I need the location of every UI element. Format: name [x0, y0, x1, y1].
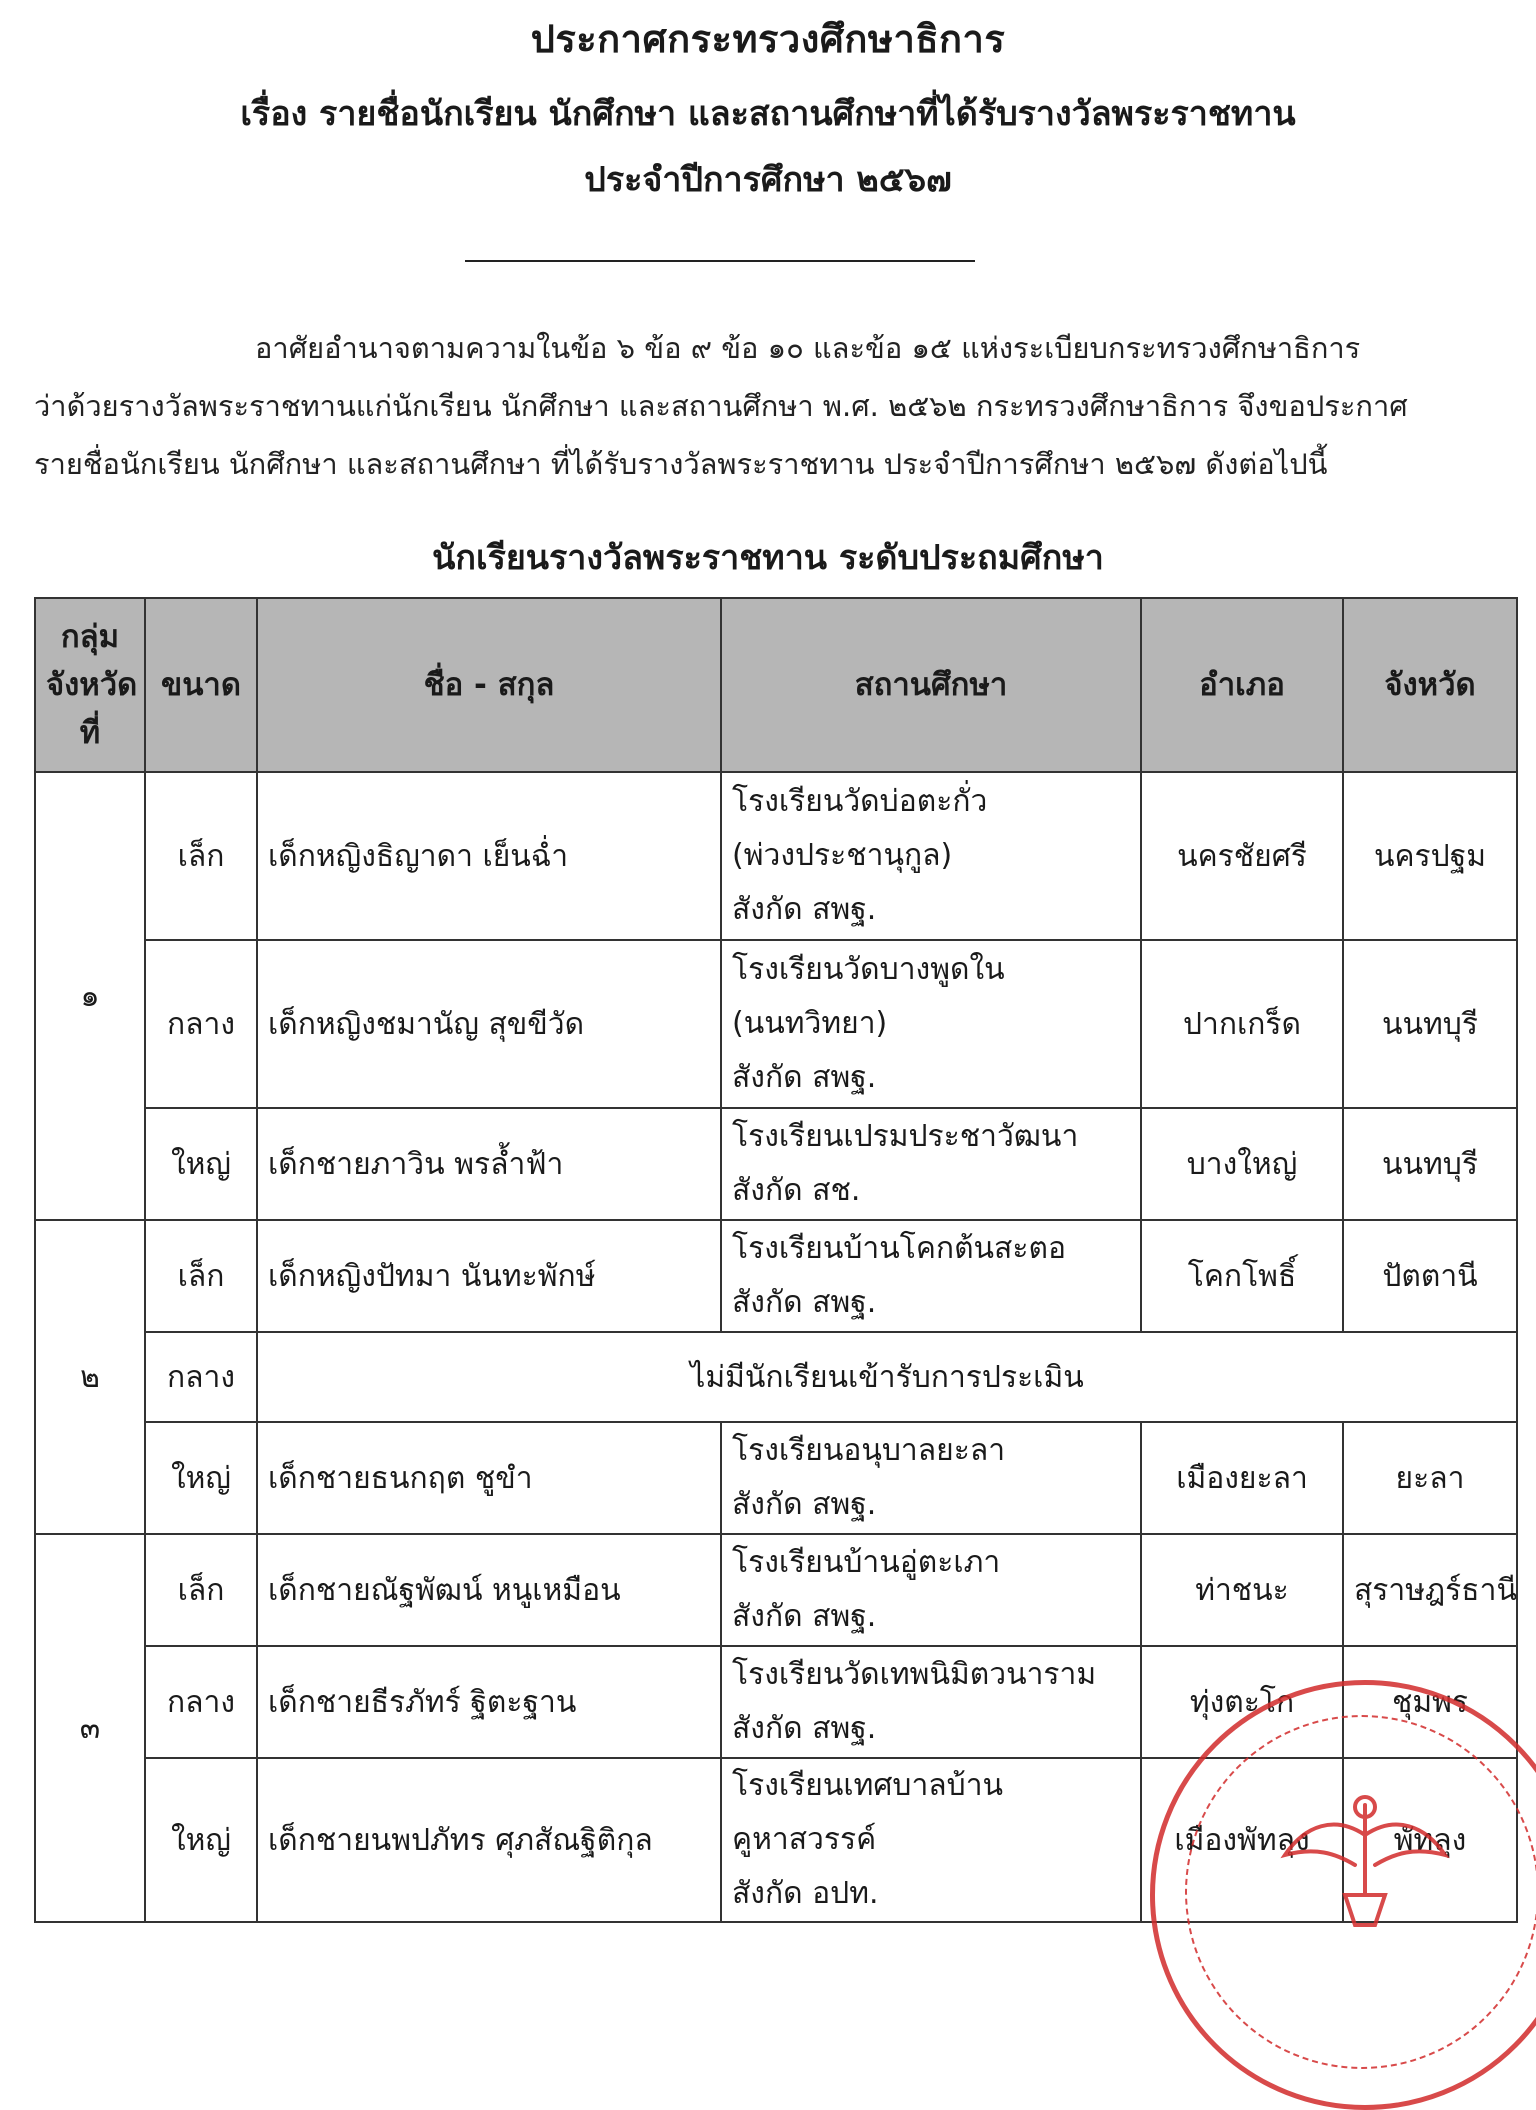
school-line: โรงเรียนบ้านโคกต้นสะตอ	[732, 1231, 1066, 1266]
header-group-line: ที่	[79, 715, 101, 751]
province-cell: สุราษฎร์ธานี	[1343, 1534, 1517, 1646]
header-group	[35, 598, 145, 772]
table-row	[35, 1108, 1517, 1220]
table-row	[35, 940, 1517, 1108]
size-cell: เล็ก	[145, 1534, 257, 1646]
section-heading: นักเรียนรางวัลพระราชทาน ระดับประถมศึกษา	[432, 538, 1104, 578]
name-cell: เด็กหญิงปัทมา นันทะพักษ์	[257, 1220, 721, 1332]
school-cell	[721, 1534, 1141, 1646]
district-cell: โคกโพธิ์	[1141, 1220, 1343, 1332]
group-number: ๒	[35, 1220, 145, 1534]
group-number: ๑	[35, 772, 145, 1220]
school-line: (นนทวิทยา)	[732, 1006, 888, 1041]
name-cell: เด็กชายธีรภัทร์ ฐิตะฐาน	[257, 1646, 721, 1758]
school-cell	[721, 940, 1141, 1108]
school-line: สังกัด สพฐ.	[732, 1060, 877, 1095]
size-cell: ใหญ่	[145, 1422, 257, 1534]
header-group-line: จังหวัด	[46, 667, 138, 703]
district-cell: ท่าชนะ	[1141, 1534, 1343, 1646]
school-cell	[721, 772, 1141, 940]
no-candidate-cell: ไม่มีนักเรียนเข้ารับการประเมิน	[257, 1332, 1517, 1422]
school-line: โรงเรียนอนุบาลยะลา	[732, 1433, 1006, 1468]
province-cell: ปัตตานี	[1343, 1220, 1517, 1332]
district-cell: บางใหญ่	[1141, 1108, 1343, 1220]
document-subject: เรื่อง รายชื่อนักเรียน นักศึกษา และสถานศึกษาที่ได้รับรางวัลพระราชทาน	[240, 94, 1296, 134]
name-cell: เด็กชายนพปภัทร ศุภสัณฐิติกุล	[257, 1758, 721, 1922]
body-paragraph-line-2: ว่าด้วยรางวัลพระราชทานแก่นักเรียน นักศึกษา และสถานศึกษา พ.ศ. ๒๕๖๒ กระทรวงศึกษาธิการ จึงขอประกาศ	[34, 389, 1408, 423]
name-cell: เด็กหญิงชมานัญ สุขขีวัด	[257, 940, 721, 1108]
document-year: ประจำปีการศึกษา ๒๕๖๗	[584, 160, 952, 200]
school-cell	[721, 1758, 1141, 1922]
school-line: โรงเรียนวัดบ่อตะกั่ว	[732, 784, 988, 819]
table-row	[35, 1332, 1517, 1422]
table-row	[35, 1422, 1517, 1534]
size-cell: กลาง	[145, 940, 257, 1108]
header-province: จังหวัด	[1343, 598, 1517, 772]
header-group-line: กลุ่ม	[60, 619, 120, 655]
school-line: สังกัด สพฐ.	[732, 1285, 877, 1320]
school-cell	[721, 1220, 1141, 1332]
body-paragraph-line-3: รายชื่อนักเรียน นักศึกษา และสถานศึกษา ที่ได้รับรางวัลพระราชทาน ประจำปีการศึกษา ๒๕๖๗ ดังต่อไปนี้	[34, 447, 1328, 481]
school-line: สังกัด สพฐ.	[732, 1599, 877, 1634]
school-line: สังกัด สช.	[732, 1173, 861, 1208]
school-line: โรงเรียนเทศบาลบ้านคูหาสวรรค์	[732, 1768, 1004, 1857]
size-cell: เล็ก	[145, 772, 257, 940]
name-cell: เด็กชายธนกฤต ชูขำ	[257, 1422, 721, 1534]
table-row	[35, 1220, 1517, 1332]
header-name: ชื่อ - สกุล	[257, 598, 721, 772]
school-line: โรงเรียนวัดบางพูดใน	[732, 952, 1005, 987]
school-line: โรงเรียนวัดเทพนิมิตวนาราม	[732, 1657, 1097, 1692]
district-cell: ปากเกร็ด	[1141, 940, 1343, 1108]
award-table	[34, 597, 1518, 1923]
size-cell: กลาง	[145, 1646, 257, 1758]
size-cell: กลาง	[145, 1332, 257, 1422]
table-row	[35, 772, 1517, 940]
district-cell: เมืองพัทลุง	[1141, 1758, 1343, 1922]
school-line: สังกัด สพฐ.	[732, 1487, 877, 1522]
school-line: สังกัด สพฐ.	[732, 892, 877, 927]
group-number: ๓	[35, 1534, 145, 1922]
name-cell: เด็กชายภาวิน พรล้ำฟ้า	[257, 1108, 721, 1220]
province-cell: นนทบุรี	[1343, 1108, 1517, 1220]
table-row	[35, 1646, 1517, 1758]
district-cell: นครชัยศรี	[1141, 772, 1343, 940]
table-row	[35, 1534, 1517, 1646]
name-cell: เด็กหญิงธิญาดา เย็นฉ่ำ	[257, 772, 721, 940]
province-cell: นนทบุรี	[1343, 940, 1517, 1108]
header-school: สถานศึกษา	[721, 598, 1141, 772]
header-district: อำเภอ	[1141, 598, 1343, 772]
size-cell: ใหญ่	[145, 1758, 257, 1922]
size-cell: ใหญ่	[145, 1108, 257, 1220]
document-title: ประกาศกระทรวงศึกษาธิการ	[530, 17, 1006, 61]
district-cell: ทุ่งตะโก	[1141, 1646, 1343, 1758]
table-row	[35, 1758, 1517, 1922]
province-cell: ชุมพร	[1343, 1646, 1517, 1758]
school-cell	[721, 1108, 1141, 1220]
school-line: สังกัด สพฐ.	[732, 1711, 877, 1746]
province-cell: ยะลา	[1343, 1422, 1517, 1534]
school-line: สังกัด อปท.	[732, 1876, 879, 1911]
school-cell	[721, 1646, 1141, 1758]
body-paragraph-line-1: อาศัยอำนาจตามความในข้อ ๖ ข้อ ๙ ข้อ ๑๐ และข้อ ๑๕ แห่งระเบียบกระทรวงศึกษาธิการ	[255, 331, 1361, 365]
size-cell: เล็ก	[145, 1220, 257, 1332]
district-cell: เมืองยะลา	[1141, 1422, 1343, 1534]
province-cell: นครปฐม	[1343, 772, 1517, 940]
table-header-row	[35, 598, 1517, 772]
header-size: ขนาด	[145, 598, 257, 772]
school-line: (พ่วงประชานุกูล)	[732, 838, 953, 873]
school-cell	[721, 1422, 1141, 1534]
name-cell: เด็กชายณัฐพัฒน์ หนูเหมือน	[257, 1534, 721, 1646]
province-cell: พัทลุง	[1343, 1758, 1517, 1922]
title-divider	[465, 260, 975, 262]
school-line: โรงเรียนบ้านอู่ตะเภา	[732, 1545, 1001, 1580]
school-line: โรงเรียนเปรมประชาวัฒนา	[732, 1119, 1079, 1154]
